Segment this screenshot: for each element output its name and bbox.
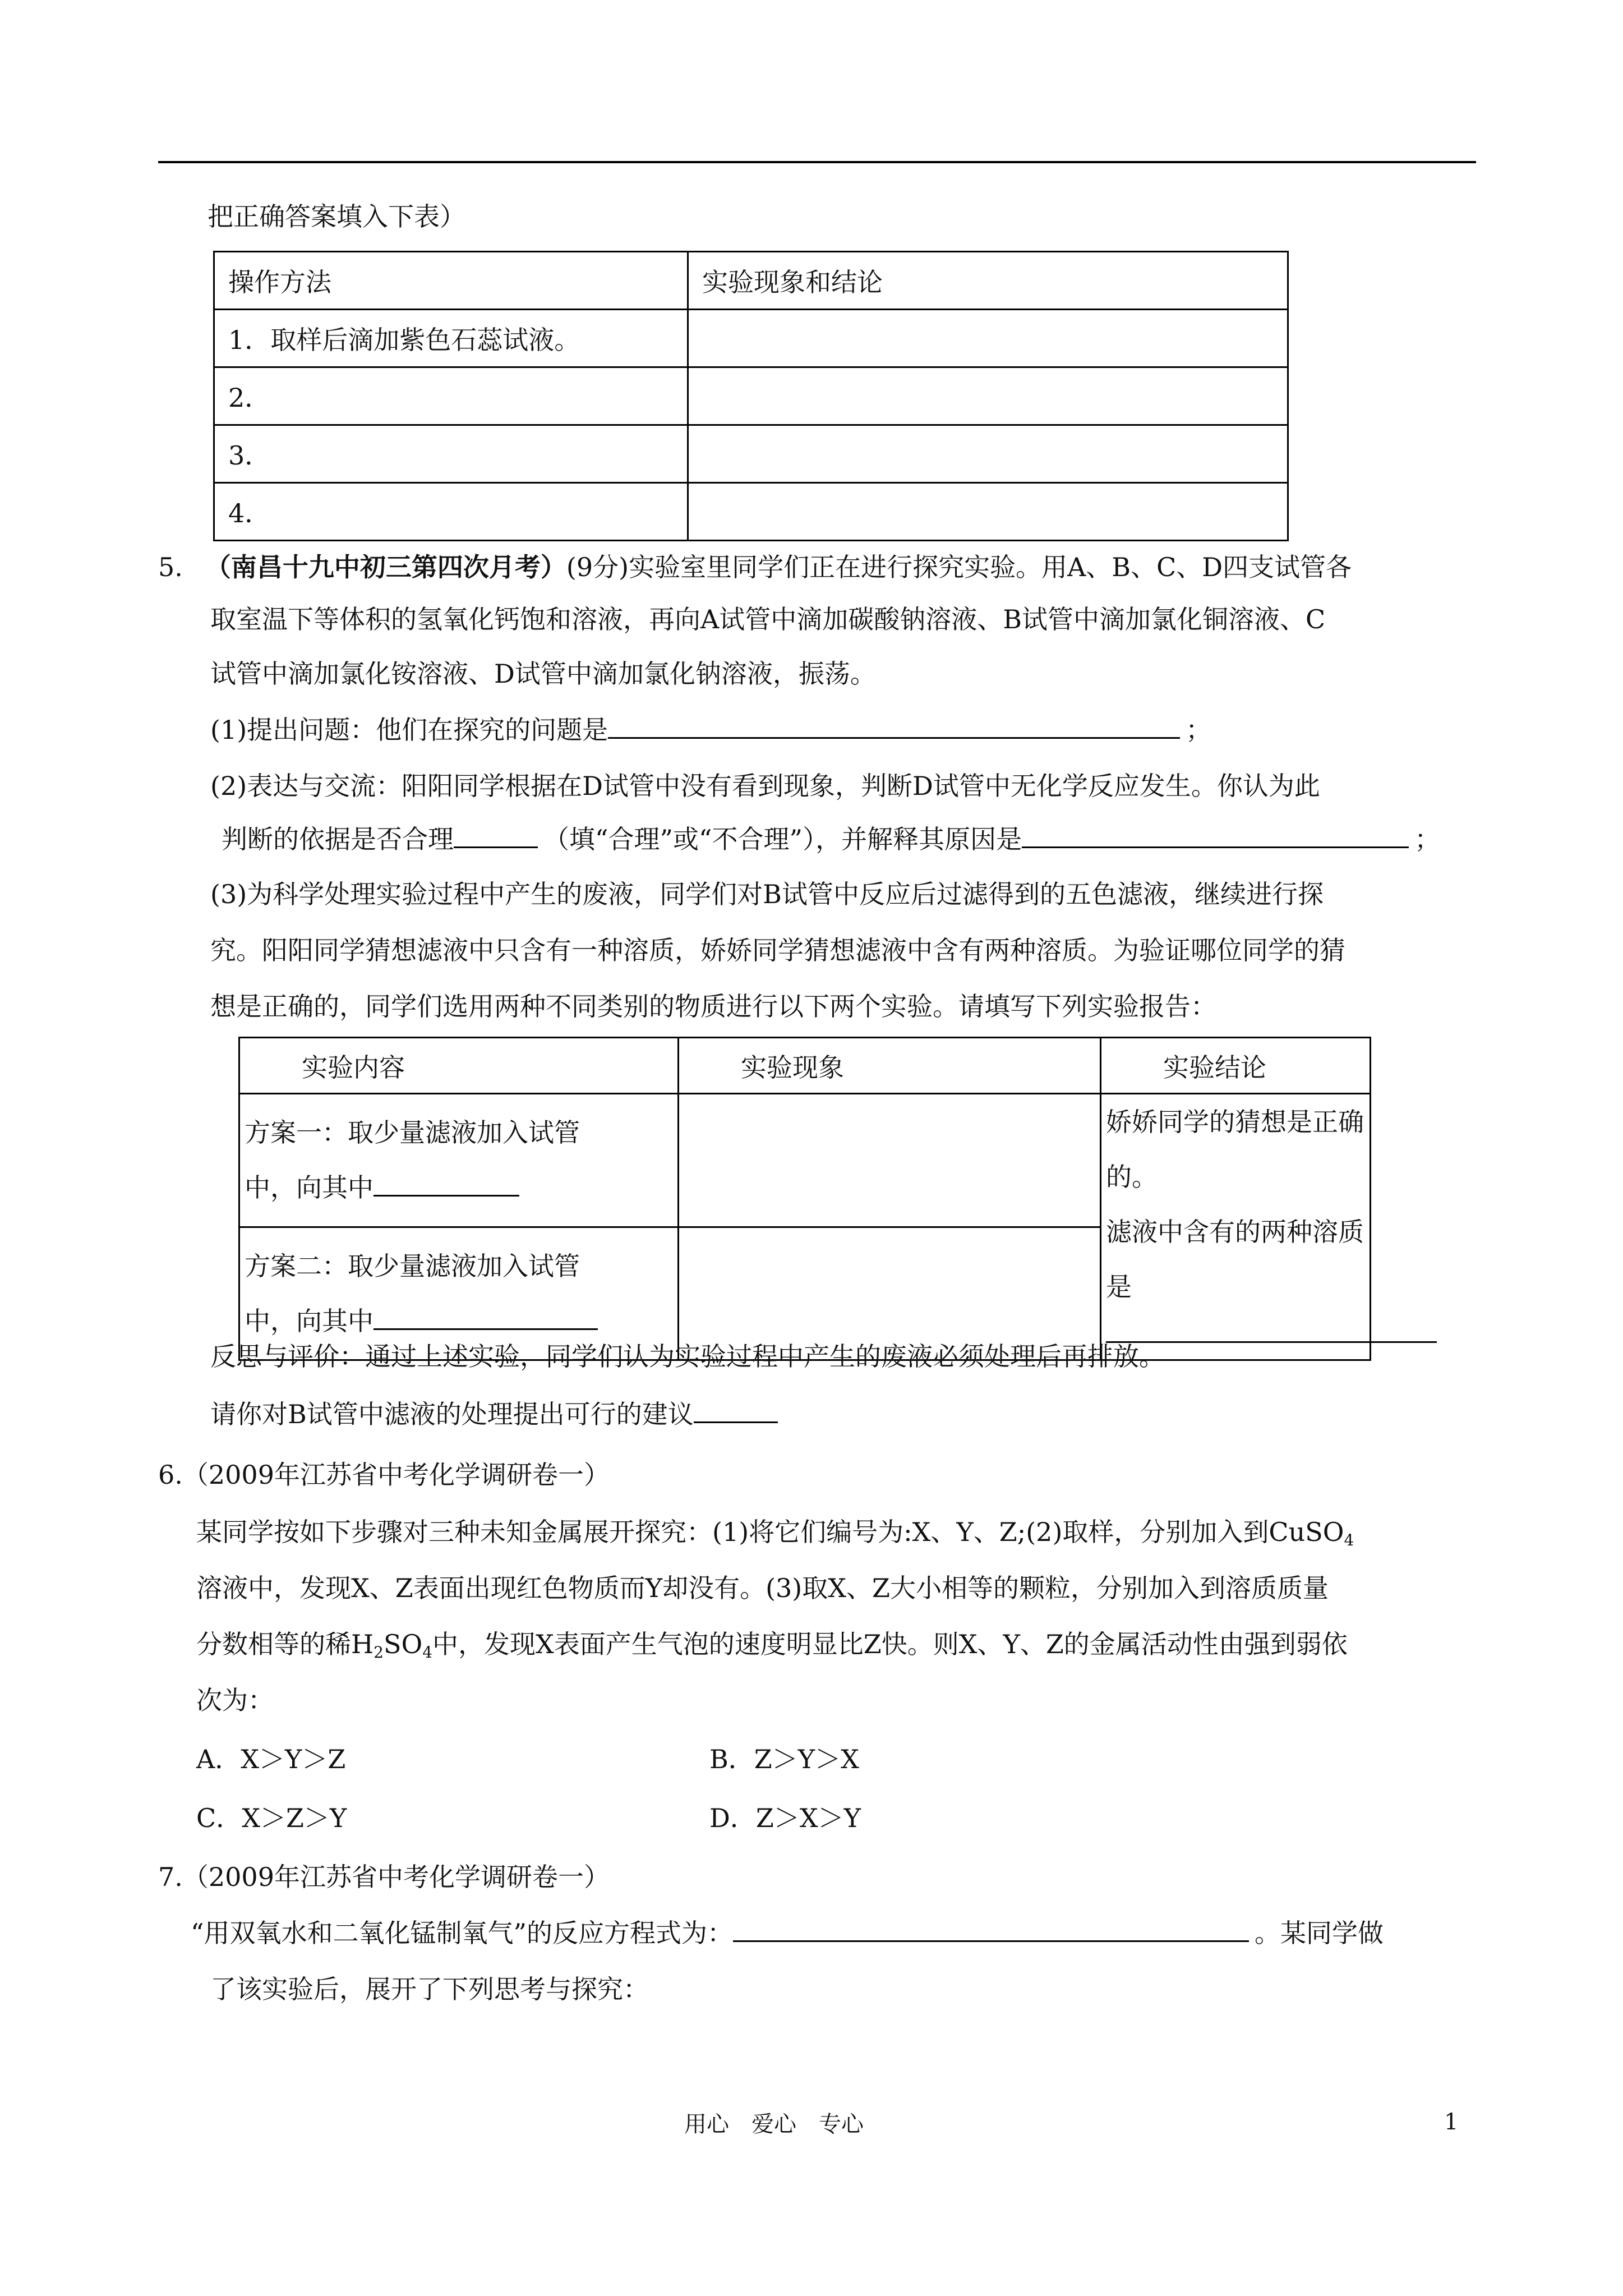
q5-suggestion-text: 请你对B试管中滤液的处理提出可行的建议	[210, 1399, 694, 1429]
q6-line3-b: SO	[383, 1629, 423, 1659]
q7-line1	[191, 1913, 1384, 1950]
table1-cell-3	[688, 425, 1288, 483]
table1-row-3: 3．	[214, 425, 688, 483]
table1-cell-1	[688, 310, 1288, 367]
continued-text: 把正确答案填入下表）	[208, 201, 465, 232]
q5-line1	[158, 547, 1352, 584]
q5-suggestion	[210, 1394, 778, 1431]
q5-part1-text: (1)提出问题：他们在探究的问题是	[210, 715, 608, 745]
plan2-line2: 中，向其中	[245, 1305, 374, 1336]
table2-plan1-phenomenon	[679, 1094, 1101, 1227]
q6-line4: 次为：	[196, 1685, 274, 1715]
q6-option-a[interactable]: A．X＞Y＞Z	[196, 1744, 346, 1774]
table1-row-2: 2．	[214, 367, 688, 425]
q5-score: (9分)	[566, 552, 629, 582]
table1-header-method: 操作方法	[214, 252, 688, 310]
q6-line1-text: 某同学按如下步骤对三种未知金属展开探究：(1)将它们编号为:X、Y、Z;(2)取样，分别加入到CuSO	[196, 1517, 1344, 1547]
q5-number: 5.	[158, 552, 183, 582]
q5-part1	[210, 710, 1211, 747]
q5-part3-line2: 究。阳阳同学猜想滤液中只含有一种溶质，娇娇同学猜想滤液中含有两种溶质。为验证哪位同学的猜	[210, 935, 1345, 965]
q5-line1-rest: 实验室里同学们正在进行探究实验。用A、B、C、D四支试管各	[629, 552, 1352, 582]
q6-line3-c: 中，发现X表面产生气泡的速度明显比Z快。则X、Y、Z的金属活动性由强到弱依	[432, 1629, 1348, 1659]
table1-row-1: 1．取样后滴加紫色石蕊试液。	[214, 310, 688, 367]
q5-part2-blank-reason[interactable]	[1022, 820, 1409, 848]
q6-option-d[interactable]: D．Z＞X＞Y	[709, 1803, 861, 1833]
q6-line2: 溶液中，发现X、Z表面出现红色物质而Y却没有。(3)取X、Z大小相等的颗粒，分别加入到溶质质量	[196, 1573, 1329, 1603]
q5-line3: 试管中滴加氯化铵溶液、D试管中滴加氯化钠溶液，振荡。	[210, 659, 876, 689]
q5-source: （南昌十九中初三第四次月考）	[205, 552, 566, 582]
experiment-report-table	[238, 1037, 1371, 1361]
q5-suggestion-blank[interactable]	[694, 1395, 778, 1423]
plan1-line2: 中，向其中	[245, 1172, 374, 1203]
table2-header-conclusion: 实验结论	[1101, 1038, 1371, 1094]
plan1-blank[interactable]	[374, 1168, 519, 1197]
q5-part1-end: ；	[1186, 715, 1212, 745]
plan1-line1: 方案一：取少量滤液加入试管	[245, 1117, 580, 1148]
plan2-blank[interactable]	[374, 1301, 598, 1329]
table1-cell-2	[688, 367, 1288, 425]
conclusion-line1: 娇娇同学的猜想是正确的。	[1106, 1107, 1364, 1192]
q5-part3-line1: (3)为科学处理实验过程中产生的废液，同学们对B试管中反应后过滤得到的五色滤液，继续进行探	[210, 879, 1324, 909]
operation-table	[213, 251, 1289, 541]
table1-header-result: 实验现象和结论	[688, 252, 1288, 310]
q7-header: 7.（2009年江苏省中考化学调研卷一）	[158, 1862, 610, 1892]
q7-line2: 了该实验后，展开了下列思考与探究：	[210, 1974, 649, 2004]
header-rule	[158, 161, 1476, 163]
q6-line3-a: 分数相等的稀H	[196, 1629, 374, 1659]
table1-cell-4	[688, 483, 1288, 541]
footer-motto: 用心 爱心 专心	[684, 2111, 864, 2137]
q6-line3-sub2: 4	[422, 1643, 433, 1662]
q5-part3-line3: 想是正确的，同学们选用两种不同类别的物质进行以下两个实验。请填写下列实验报告：	[210, 991, 1216, 1022]
q6-line3	[196, 1624, 1348, 1662]
conclusion-line2: 滤液中含有的两种溶质是	[1106, 1217, 1364, 1302]
plan2-line1: 方案二：取少量滤液加入试管	[245, 1250, 580, 1281]
q6-line1-subscript: 4	[1344, 1531, 1354, 1549]
table2-plan1	[239, 1094, 679, 1227]
q5-part2-line1: (2)表达与交流：阳阳同学根据在D试管中没有看到现象，判断D试管中无化学反应发生。你认为此	[210, 771, 1320, 801]
q6-header: 6.（2009年江苏省中考化学调研卷一）	[158, 1460, 610, 1490]
table1-row-4: 4．	[214, 483, 688, 541]
q6-option-c[interactable]: C．X＞Z＞Y	[196, 1803, 347, 1833]
q5-part2-hint: （填“合理”或“不合理”），并解释其原因是	[543, 824, 1022, 854]
q5-part2-blank-reasonable[interactable]	[454, 820, 538, 848]
table2-header-content: 实验内容	[239, 1038, 679, 1094]
q6-option-b[interactable]: B．Z＞Y＞X	[709, 1744, 859, 1774]
q5-line2: 取室温下等体积的氢氧化钙饱和溶液，再向A试管中滴加碳酸钠溶液、B试管中滴加氯化铜溶液、C	[210, 604, 1326, 634]
q7-line1-text: “用双氧水和二氧化锰制氧气”的反应方程式为：	[191, 1918, 734, 1948]
q7-equation-blank[interactable]	[733, 1913, 1249, 1942]
q7-line1-end: 。某同学做	[1255, 1918, 1384, 1948]
table2-header-phenomenon: 实验现象	[679, 1038, 1101, 1094]
q5-part1-blank[interactable]	[608, 710, 1180, 739]
q6-line1	[196, 1512, 1354, 1549]
q5-part2-question: 判断的依据是否合理	[222, 824, 454, 854]
q5-reflection: 反思与评价：通过上述实验，同学们认为实验过程中产生的废液必须处理后再排放。	[210, 1341, 1165, 1372]
q6-line3-sub1: 2	[374, 1643, 384, 1662]
table2-conclusion	[1101, 1094, 1371, 1360]
q5-part2-end: ；	[1414, 824, 1441, 854]
q5-part2-line2	[222, 819, 1440, 856]
page-number: 1	[1444, 2109, 1459, 2135]
